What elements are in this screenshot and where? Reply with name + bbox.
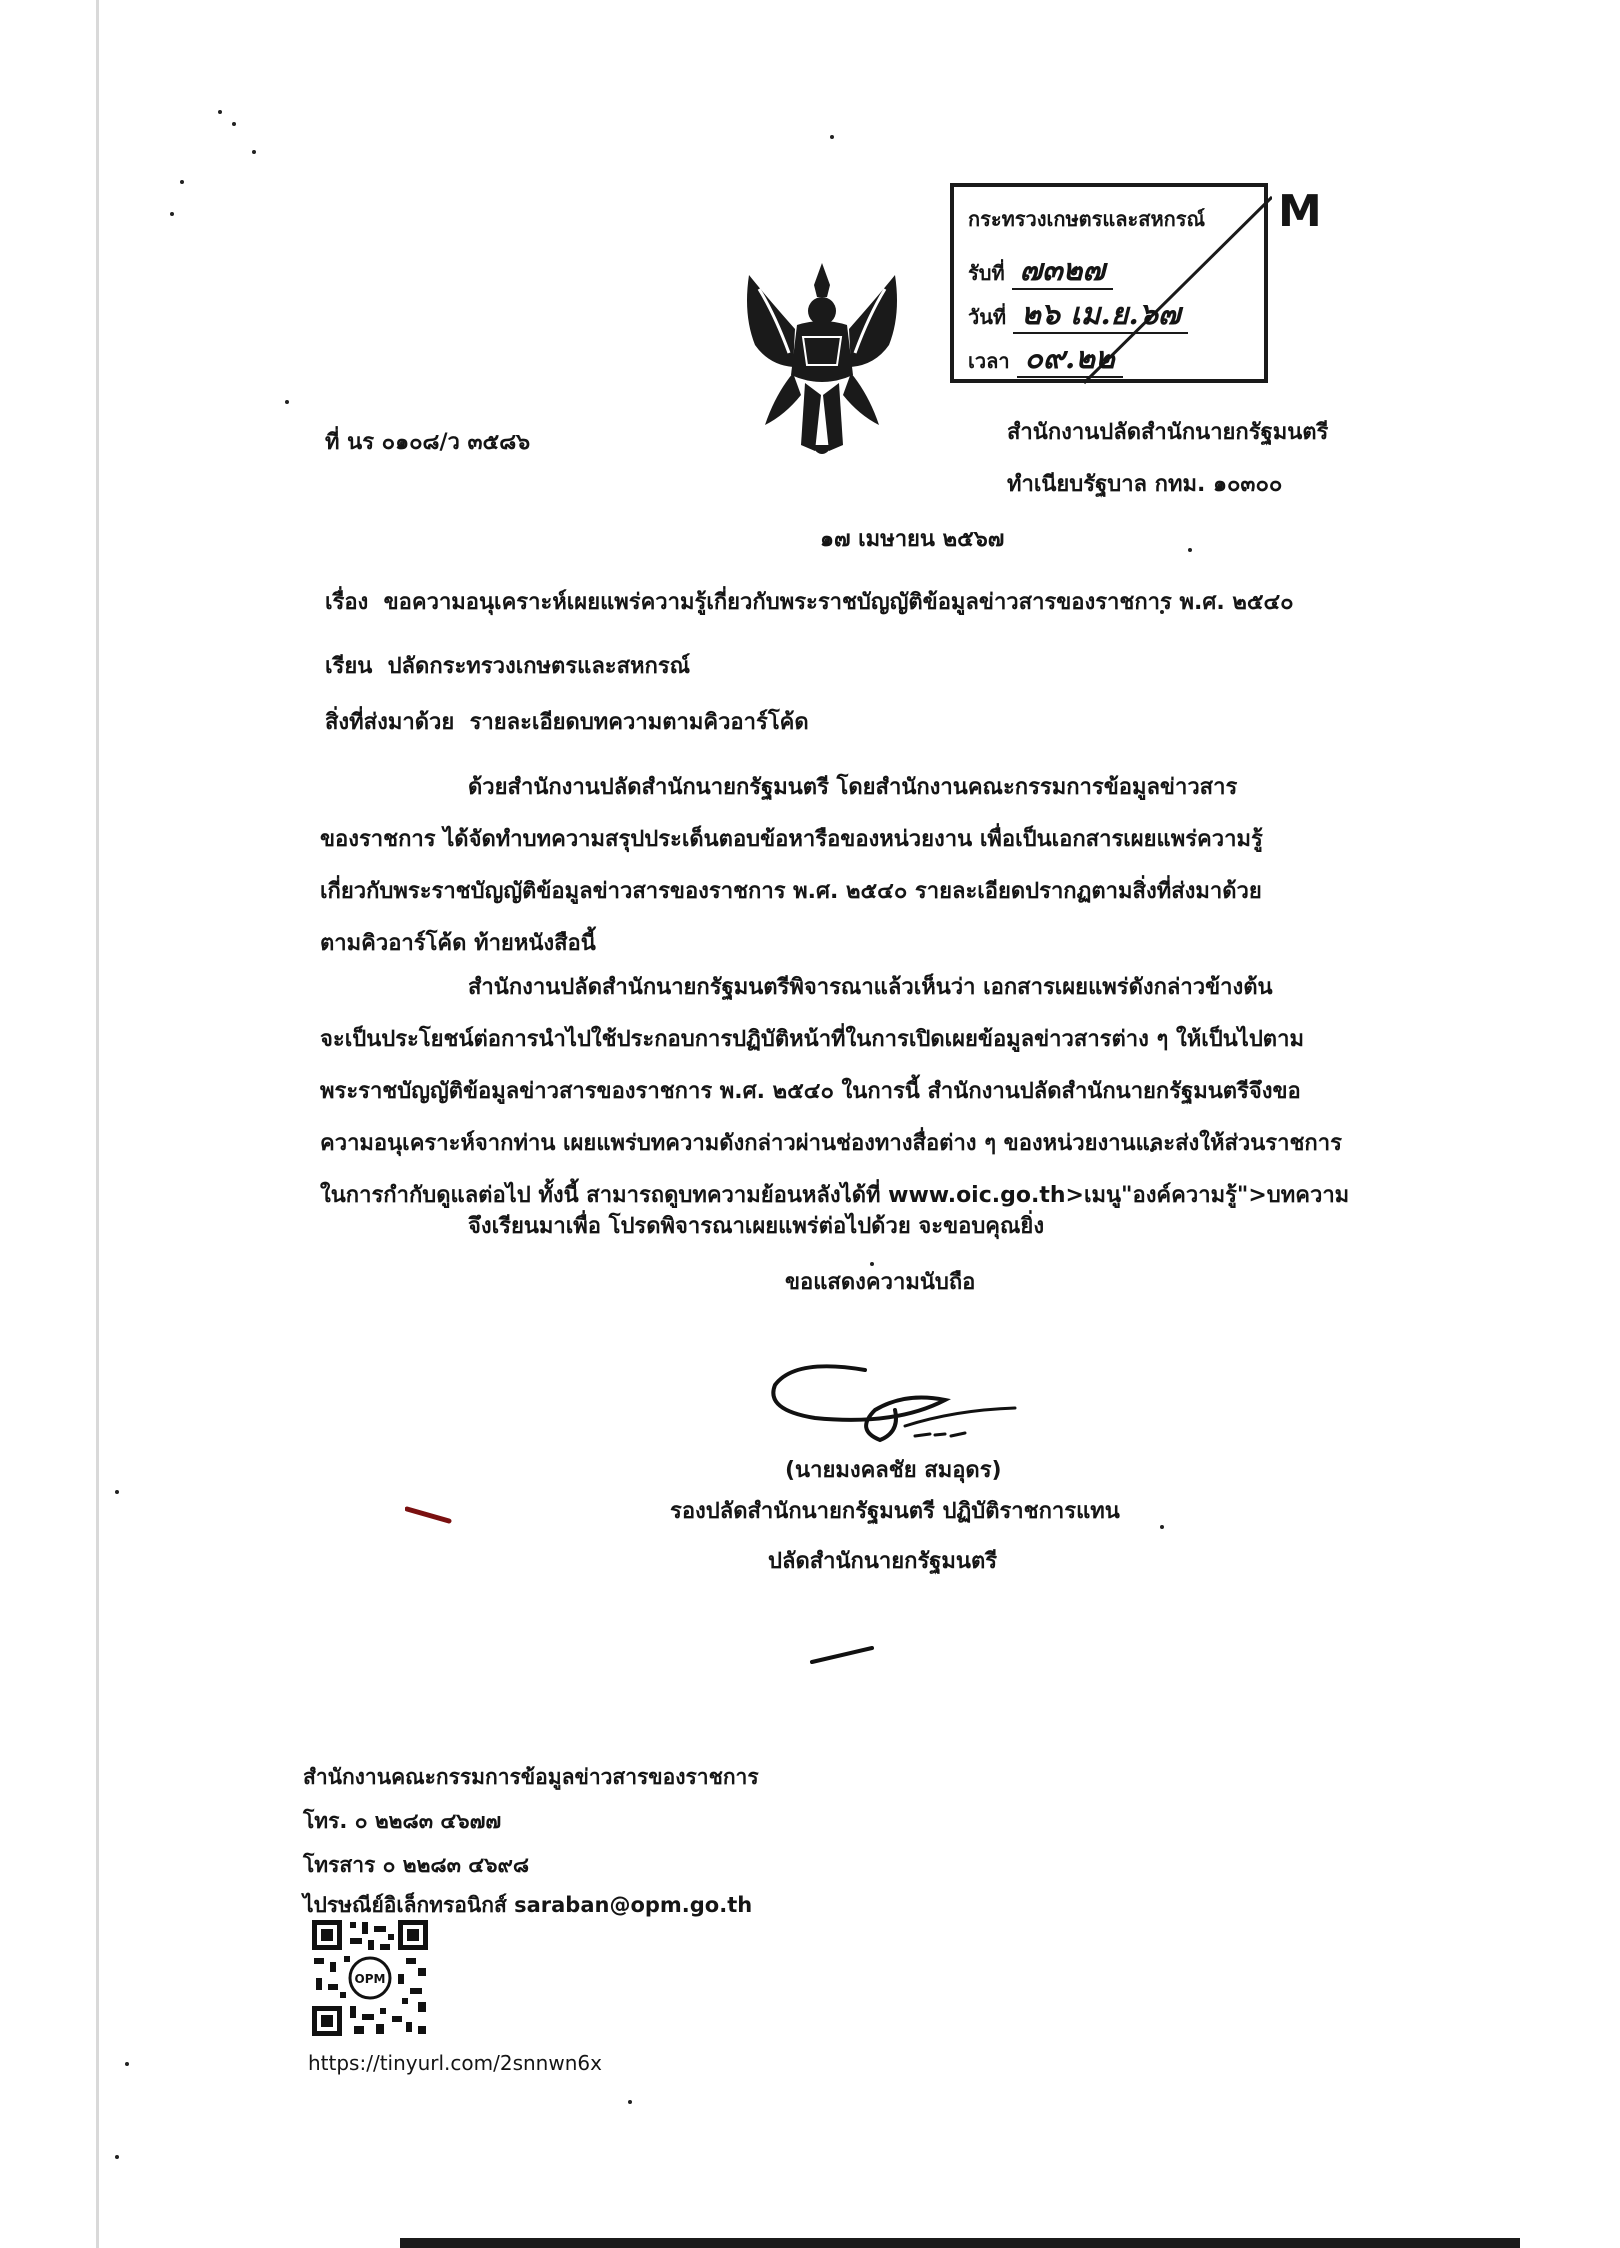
stamp-received-row [968, 247, 1113, 294]
stamp-date-label: วันที่ [968, 305, 1007, 329]
enclosure-text: รายละเอียดบทความตามคิวอาร์โค้ด [469, 710, 809, 735]
salutation-label: เรียน [325, 654, 373, 679]
reference-number: ที่ นร ๐๑๐๘/ว ๓๕๘๖ [325, 430, 531, 455]
stamp-time-row [968, 335, 1123, 382]
paragraph-line: ของราชการ ได้จัดทำบทความสรุปประเด็นตอบข้อหารือของหน่วยงาน เพื่อเป็นเอกสารเผยแพร่ความรู้ [320, 827, 1263, 852]
subject-label: เรื่อง [325, 590, 369, 615]
office-address: ทำเนียบรัฐบาล กทม. ๑๐๓๐๐ [1007, 472, 1283, 497]
scan-speck [1160, 1525, 1164, 1529]
signer-title-2: ปลัดสำนักนายกรัฐมนตรี [768, 1549, 998, 1574]
footer-fax: โทรสาร ๐ ๒๒๘๓ ๔๖๙๘ [303, 1853, 530, 1877]
stamp-date-row [968, 291, 1188, 338]
paragraph-line: ในการกำกับดูแลต่อไป ทั้งนี้ สามารถดูบทความย้อนหลังได้ที่ www.oic.go.th>เมนู"องค์ความรู้">บทความ [320, 1183, 1350, 1208]
paragraph-line: จะเป็นประโยชน์ต่อการนำไปใช้ประกอบการปฏิบัติหน้าที่ในการเปิดเผยข้อมูลข่าวสารต่าง ๆ ให้เป็นไปตาม [320, 1027, 1304, 1052]
garuda-emblem-icon [735, 255, 910, 465]
paragraph-line: เกี่ยวกับพระราชบัญญัติข้อมูลข่าวสารของราชการ พ.ศ. ๒๕๔๐ รายละเอียดปรากฏตามสิ่งที่ส่งมาด้วย [320, 879, 1262, 904]
stamp-mark: M [1278, 186, 1322, 237]
signature [755, 1340, 1025, 1460]
qr-logo-text: OPM [354, 1972, 386, 1986]
scan-speck [125, 2062, 129, 2066]
subject-line [325, 588, 1294, 618]
enclosure-line [325, 708, 809, 738]
complimentary-close: ขอแสดงความนับถือ [785, 1270, 976, 1295]
footer-office: สำนักงานคณะกรรมการข้อมูลข่าวสารของราชการ [303, 1765, 759, 1789]
scan-speck [285, 400, 289, 404]
issuing-office: สำนักงานปลัดสำนักนายกรัฐมนตรี [1007, 420, 1329, 445]
footer-email: ไปรษณีย์อิเล็กทรอนิกส์ saraban@opm.go.th [303, 1893, 753, 1917]
scan-speck [115, 1490, 119, 1494]
scan-speck [218, 110, 222, 114]
paragraph-line: ความอนุเคราะห์จากท่าน เผยแพร่บทความดังกล่าวผ่านช่องทางสื่อต่าง ๆ ของหน่วยงานและส่งให้ส่วนราชการ [320, 1131, 1342, 1156]
scan-speck [170, 212, 174, 216]
scan-speck [180, 180, 184, 184]
scan-speck [870, 1262, 874, 1266]
subject-text: ขอความอนุเคราะห์เผยแพร่ความรู้เกี่ยวกับพระราชบัญญัติข้อมูลข่าวสารของราชการ พ.ศ. ๒๕๔๐ [383, 590, 1294, 615]
recipient: ปลัดกระทรวงเกษตรและสหกรณ์ [387, 654, 691, 679]
body-paragraph-2 [320, 962, 1350, 1222]
paragraph-line: ด้วยสำนักงานปลัดสำนักนายกรัฐมนตรี โดยสำนักงานคณะกรรมการข้อมูลข่าวสาร [468, 775, 1238, 800]
scan-speck [628, 2100, 632, 2104]
footer-url[interactable]: https://tinyurl.com/2snnwn6x [308, 2051, 602, 2075]
paragraph-line: ตามคิวอาร์โค้ด ท้ายหนังสือนี้ [320, 931, 596, 956]
stamp-date-value: ๒๖ เม.ย.๖๗ [1013, 297, 1188, 334]
received-stamp [950, 183, 1268, 383]
scan-edge-left [96, 0, 99, 2248]
paragraph-line: พระราชบัญญัติข้อมูลข่าวสารของราชการ พ.ศ. ๒๕๔๐ ในการนี้ สำนักงานปลัดสำนักนายกรัฐมนตรีจึงขอ [320, 1079, 1301, 1104]
scan-edge-bottom [400, 2238, 1520, 2248]
stamp-org: กระทรวงเกษตรและสหกรณ์ [968, 207, 1206, 231]
stamp-received-no: ๗๓๒๗ [1012, 253, 1113, 290]
body-paragraph-1 [320, 762, 1350, 970]
scan-speck [1188, 548, 1192, 552]
stamp-time-value: ๐๙.๒๒ [1017, 341, 1123, 378]
scan-speck [830, 135, 834, 139]
signer-title: รองปลัดสำนักนายกรัฐมนตรี ปฏิบัติราชการแทน [670, 1499, 1120, 1524]
stamp-received-label: รับที่ [968, 261, 1005, 285]
scan-speck [252, 150, 256, 154]
signer-name: (นายมงคลชัย สมอุดร) [785, 1458, 1002, 1483]
salutation-line [325, 652, 690, 682]
scan-speck [115, 2155, 119, 2159]
letter-date: ๑๗ เมษายน ๒๕๖๗ [820, 527, 1005, 552]
closing-request: จึงเรียนมาเพื่อ โปรดพิจารณาเผยแพร่ต่อไปด้วย จะขอบคุณยิ่ง [468, 1214, 1045, 1239]
pen-stroke [808, 1640, 878, 1670]
stamp-time-label: เวลา [968, 349, 1010, 373]
footer-tel: โทร. ๐ ๒๒๘๓ ๔๖๗๗ [303, 1809, 502, 1833]
scan-speck [232, 122, 236, 126]
qr-code [310, 1918, 430, 2038]
enclosure-label: สิ่งที่ส่งมาด้วย [325, 710, 455, 735]
paragraph-line: สำนักงานปลัดสำนักนายกรัฐมนตรีพิจารณาแล้วเห็นว่า เอกสารเผยแพร่ดังกล่าวข้างต้น [468, 975, 1273, 1000]
red-mark [405, 1505, 455, 1525]
